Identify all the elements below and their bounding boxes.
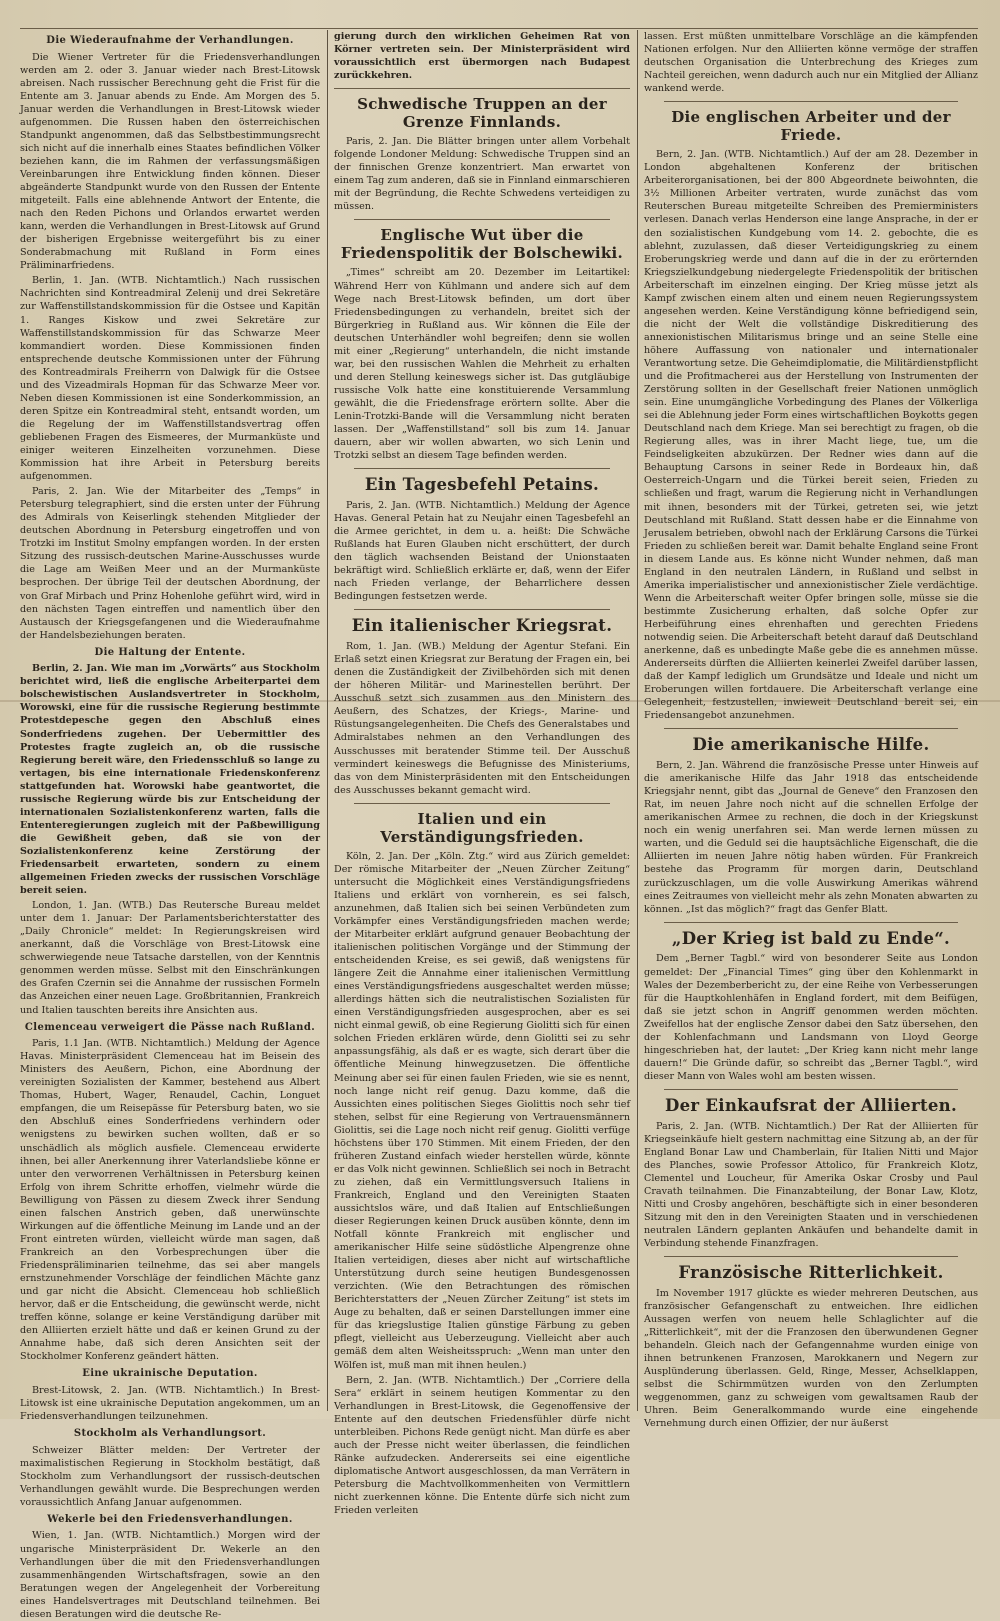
paragraph: Paris, 2. Jan. Die Blätter bringen unter allem Vorbehalt folgende Londoner Meldung: Schwedische Truppen sind an der finnischen Grenze konzentriert. Man erwartet von einem Tag zum anderen, daß sie in Finnland einmarschieren mit der Begründung, die Rechte Schwedens verteidigen zu müssen. xyxy=(334,136,630,213)
top-rule xyxy=(20,28,978,29)
paragraph: Brest-Litowsk, 2. Jan. (WTB. Nichtamtlich.) In Brest-Litowsk ist eine ukrainische Deputation angekommen, um an Friedensverhandlungen teilzunehmen. xyxy=(20,1384,320,1423)
paragraph: Bern, 2. Jan. (WTB. Nichtamtlich.) Auf der am 28. Dezember in London abgehaltenen Konferenz der britischen Arbeiterorganisationen, bei der 800 Abgeordnete beiwohnten, die 3½ Millionen Arbeiter vertraten, wurde zunächst das vom Reuterschen Bureau mitgeteilte Schreiben des Premierministers verlesen. Danach verlas Henderson eine lange Ansprache, in der er den sozialistischen Kundgebung vom 14. 2. gebochte, die es ablehnt, zuzulassen, daß dieser Verteidigungskrieg zu einem Eroberungskrieg werde und dann auf die in der zu erörternden Kriegszielkundgebung niedergelegte Friedenspolitik der britischen Arbeiterschaft im einzelnen einging. Der Krieg müsse jetzt als Kampf zwischen einem alten und einem neuen Regierungssystem angesehen werden. Keine Verständigung könne befriedigend sein, die nicht der Welt die vollständige Diskreditierung des annexionistischen Militarismus bringe und an seine Stelle eine höhere Auffassung von nationaler und internationaler Verantwortung setze. Die Geheimdiplomatie, die Militärdienstpflicht und die Profitmacherei aus der Herstellung von Instrumenten der Zerstörung sollten in der Gesellschaft freier Nationen unmöglich sein. Eine unumgängliche Vorbedingung des Planes der Völkerliga sei die Ablehnung jeder Form eines wirtschaftlichen Boykotts gegen Deutschland nach dem Kriege. Man sei berechtigt zu fragen, ob die Regierung alles, was in ihrer Macht liege, tue, um die Feindseligkeiten abzukürzen. Der Redner wies dann auf die Behauptung Carsons in seiner Rede in Bordeaux hin, daß Oesterreich-Ungarn und die Türkei bereit seien, Frieden zu schließen und fragt, warum die Regierung nicht in Verhandlungen mit ihnen, besonders mit der Türkei, getreten sei, wie jetzt Deutschland mit Rußland. Statt dessen habe er die Einnahme von Jerusalem betrieben, obwohl nach der Erklärung Carsons die Türkei Frieden zu schließen bereit war. Damit behalte England seine Front in diesem Lande aus. Es könne nicht Wunder nehmen, daß man England in den neutralen Ländern, in Rußland und selbst in Amerika imperialistischer und annexionistischer Ziele verdächtige. Wenn die Arbeiterschaft weiter Opfer bringen solle, müsse sie die bestimmte Zusicherung erhalten, daß solche Opfer zur Herbeiführung eines ehrenhaften und gerechten Friedens notwendig seien. Die Arbeiterschaft beteht darauf daß Deutschland anerkenne, daß es unbedingte Maße gebe die es annehmen müsse. Andererseits dürften die Alliierten keinerlei Zweifel darüber lassen, daß der Kampf lediglich um Grundsätze und Ideale und nicht um Eroberungen willen fortdauere. Die Arbeiterschaft verlange eine Gelegenheit, festzustellen, inwieweit Deutschland bereit sei, ein Friedensangebot anzunehmen. xyxy=(644,149,978,722)
headline: Italien und ein Verständigungsfrieden. xyxy=(380,809,584,846)
paragraph: Bern, 2. Jan. Während die französische Presse unter Hinweis auf die amerikanische Hilfe das Jahr 1918 das entscheidende Kriegsjahr nennt, gibt das „Journal de Geneve“ den Franzosen den Rat, im neuen Jahre noch nicht auf die schnellen Erfolge der amerikanischen Armee zu rechnen, die doch in der Kriegskunst noch ein wenig unerfahren sei. Man werde lernen müssen zu warten, und die Geduld sei die hauptsächliche Eigenschaft, die die Alliierten im neuen Jahre nötig haben würden. Für Frankreich bestehe das Programm für morgen darin, Deutschland zurückzuschlagen, um die volle Auswirkung Amerikas während eines Zeitraumes von vielleicht mehr als zehn Monaten abwarten zu können. „Ist das möglich?“ fragt das Genfer Blatt. xyxy=(644,760,978,915)
paragraph: „Times“ schreibt am 20. Dezember im Leitartikel: Während Herr von Kühlmann und andere sich auf dem Wege nach Brest-Litowsk befinden, um dort über Friedensbedingungen zu verhandeln, breitet sich der Bürgerkrieg in Rußland aus. Wir können die Eile der deutschen Unterhändler wohl begreifen; denn sie wollen mit einer „Regierung“ unterhandeln, die nicht imstande war, bei den russischen Wahlen die Mehrheit zu erhalten und deren Stellung keineswegs sicher ist. Das gutgläubige russische Volk hatte eine konstituierende Versammlung gewählt, die die Friedensfrage erörtern sollte. Aber die Lenin-Trotzki-Bande will die Versammlung nicht beraten lassen. Der „Waffenstillstand“ soll bis zum 14. Januar dauern, aber wir wollen abwarten, wo sich Lenin und Trotzki selbst an diesem Tage befinden werden. xyxy=(334,267,630,462)
divider xyxy=(664,101,958,102)
headline: Englische Wut über die Friedenspolitik der Bolschewiki. xyxy=(340,226,624,263)
paragraph: London, 1. Jan. (WTB.) Das Reutersche Bureau meldet unter dem 1. Januar: Der Parlamentsberichterstatter des „Daily Chronicle“ meldet: In Regierungskreisen wird anerkannt, daß die Vorschläge von Brest-Litowsk eine schwerwiegende neue Tatsache darstellen, von der Kenntnis genommen werden müsse. Selbst mit den Einschränkungen des Grafen Czernin sei die Annahme der russischen Formeln das Anzeichen einer neuen Lage. Großbritannien, Frankreich und Italien tauschten bereits ihre Ansichten aus. xyxy=(20,900,320,1016)
divider xyxy=(664,1089,958,1090)
paragraph: Berlin, 2. Jan. Wie man im „Vorwärts“ aus Stockholm berichtet wird, ließ die englische Arbeiterpartei dem bolschewistischen Auslandsvertreter in Stockholm, Worowski, eine für die russische Regierung bestimmte Protestdepesche gegen den Abschluß eines Sonderfriedens zugehen. Der Uebermittler des Protestes fragte zugleich an, ob die russische Regierung bereit wäre, den Friedensschluß so lange zu vertagen, bis eine internationale Friedenskonferenz stattgefunden hat. Worowski habe geantwortet, die russische Regierung würde bis zur Entscheidung der internationalen Sozialistenkonferenz warten, falls die Ententeregierungen zugleich mit der Paßbewilligung die Gewißheit geben, daß sie von der Sozialistenkonferenz keine Zerstörung der Friedensarbeit erwarteten, sondern zu einem allgemeinen Frieden zwecks der russischen Vorschläge bereit seien. xyxy=(20,663,320,897)
paragraph: Im November 1917 glückte es wieder mehreren Deutschen, aus französischer Gefangenschaft zu entweichen. Ihre eidlichen Aussagen werfen von neuem helle Schlaglichter auf die „Ritterlichkeit“, mit der die Franzosen den überwundenen Gegner behandeln. Gleich nach der Gefangennahme wurden einige von ihnen betrunkenen Franzosen, Marokkanern und Negern zur Ausplünderung überlassen. Geld, Ringe, Messer, Achselklappen, selbst die Schirmmützen wurden von den Zerlumpten weggenommen, ganz zu schweigen vom gewaltsamen Raub der Uhren. Beim Generalkommando wurde eine eingehende Vernehmung durch einen Offizier, der nur äußerst xyxy=(644,1287,978,1430)
divider xyxy=(334,88,630,89)
column-2 xyxy=(334,30,630,1517)
paragraph: Paris, 2. Jan. (WTB. Nichtamtlich.) Meldung der Agence Havas. General Petain hat zu Neujahr einen Tagesbefehl an die Armee gerichtet, in dem u. a. heißt: Die Schwäche Rußlands hat Euren Glauben nicht erschüttert, der durch den täglich wachsenden Beistand der Unionstaaten bekräftigt wird. Schließlich erklärte er, daß, wenn der Eifer nach Frieden verlange, der Beharrlichere dessen Bedingungen festsetzen werde. xyxy=(334,499,630,603)
subheading: Wekerle bei den Friedensverhandlungen. xyxy=(47,1513,293,1525)
paragraph: Die Wiener Vertreter für die Friedensverhandlungen werden am 2. oder 3. Januar wieder nach Brest-Litowsk abreisen. Nach russischer Berechnung geht die Frist für die Entente am 3. Januar abends zu Ende. Am Morgen des 5. Januar werden die Verhandlungen in Brest-Litowsk wieder aufgenommen. Die Russen haben den österreichischen Standpunkt angenommen, daß das Selbstbestimmungsrecht sich nicht auf die innerhalb eines Staates befindlichen Völker beziehen kann, die im Rahmen der verfassungsmäßigen Vereinbarungen ihre Entwicklung finden können. Dieser abgeänderte Standpunkt wurde von den Russen der Entente mitgeteilt. Falls eine ablehnende Antwort der Entente, die nach den Reden Pichons und Orlandos erwartet werden kann, werden die Verhandlungen in Brest-Litowsk auf Grund der bisherigen Ergebnisse weitergeführt bis zu einer Sonderabmachung mit Rußland in Form eines Präliminarfriedens. xyxy=(20,51,320,272)
headline: Die englischen Arbeiter und der Friede. xyxy=(671,108,951,145)
divider xyxy=(664,728,958,729)
paragraph: Berlin, 1. Jan. (WTB. Nichtamtlich.) Nach russischen Nachrichten sind Kontreadmiral Zelenij und drei Sekretäre zur Waffenstillstandskommission für die Ostsee und Kapitän 1. Ranges Kiskow und zwei Sekretäre zur Waffenstillstandskommission für das Schwarze Meer kommandiert worden. Diese Kommissionen finden entsprechende deutsche Kommissionen unter der Führung des Kontreadmirals Freiherrn von Dalwigk für die Ostsee und des Vizeadmirals Hopman für das Schwarze Meer vor. Neben diesen Kommissionen ist eine Sonderkommission, an deren Spitze ein Kontreadmiral steht, entsandt worden, um die Regelung der im Waffenstillstandsvertrag offen gebliebenen Fragen des Eismeeres, der Murmanküste und einiger weiteren Einzelheiten vorzunehmen. Diese Kommission hat ihre Arbeit in Petersburg bereits aufgenommen. xyxy=(20,275,320,483)
headline: Die amerikanische Hilfe. xyxy=(692,735,930,755)
paragraph: gierung durch den wirklichen Geheimen Rat von Körner vertreten sein. Der Ministerpräsident wird voraussichtlich erst übermorgen nach Budapest zurückkehren. xyxy=(334,31,630,82)
subheading: Stockholm als Verhandlungsort. xyxy=(73,1428,267,1440)
subheading: Eine ukrainische Deputation. xyxy=(82,1368,258,1380)
column-3 xyxy=(644,30,978,1430)
article-title: Die Wiederaufnahme der Verhandlungen. xyxy=(46,35,294,46)
paragraph: Paris, 2. Jan. Wie der Mitarbeiter des „Temps“ in Petersburg telegraphiert, sind die ersten unter der Führung des Admirals von Keiserlingk stehenden Mitglieder der deutschen Abordnung in Petersburg eingetroffen und von Trotzki im Institut Smolny empfangen worden. In der ersten Sitzung des russisch-deutschen Marine-Ausschusses wurde die Lage am Weißen Meer und an der Murmanküste besprochen. Der übrige Teil der deutschen Abordnung, der von Graf Mirbach und Prinz Hohenlohe geführt wird, wird in den nächsten Tagen eintreffen und namentlich über den Austausch der Kriegsgefangenen und die Wiederaufnahme der Handelsbeziehungen beraten. xyxy=(20,486,320,641)
paragraph: Dem „Berner Tagbl.“ wird von besonderer Seite aus London gemeldet: Der „Financial Times“ ging über den Kohlenmarkt in Wales der Dezemberbericht zu, der eine Reihe von Verbesserungen für die Hauptkohlenhäfen in England fordert, mit dem Beifügen, daß sie jetzt schon in Angriff genommen werden möchten. Zweifellos hat der englische Zensor dabei den Satz übersehen, den der Kohlenfachmann und Landsmann von Lloyd George hingeschrieben hat, der lautet: „Der Krieg kann nicht mehr lange dauern!“ Die Gründe dafür, so schreibt das „Berner Tagbl.“, wird dieser Mann von Wales wohl am besten wissen. xyxy=(644,953,978,1082)
divider xyxy=(664,922,958,923)
headline: Der Einkaufsrat der Alliierten. xyxy=(664,1095,958,1115)
paragraph: Bern, 2. Jan. (WTB. Nichtamtlich.) Der „Corriere della Sera“ erklärt in seinem heutigen Kommentar zu den Verhandlungen in Brest-Litowsk, die Gegenoffensive der Entente auf den deutschen Friedensfühler dürfe nicht unterbleiben. Pichons Rede genügt nicht. Man dürfe es aber auch der Presse nicht weiter überlassen, die feindlichen Ränke aufzudecken. Andererseits sei eine eigentliche diplomatische Antwort ausgeschlossen, da man Verrätern in Petersburg die Machtvollkommenheiten von Vermittlern nicht zuerkennen könne. Die Entente dürfe sich nicht zum Frieden verleiten xyxy=(334,1374,630,1517)
paragraph: lassen. Erst müßten unmittelbare Vorschläge an die kämpfenden Nationen erfolgen. Nur den Alliierten könne vermöge der straffen deutschen Organisation die Unterbrechung des Krieges zum Nachteil gereichen, wenn dadurch auch nur ein Mitglied der Allianz wankend werde. xyxy=(644,31,978,95)
paragraph: Wien, 1. Jan. (WTB. Nichtamtlich.) Morgen wird der ungarische Ministerpräsident Dr. Wekerle an den Verhandlungen über die mit den Friedensverhandlungen zusammenhängenden Wirtschaftsfragen, sowie an den Beratungen wegen der Angelegenheit der Vorbereitung eines Handelsvertrages mit Deutschland teilnehmen. Bei diesen Beratungen wird die deutsche Re- xyxy=(20,1530,320,1620)
divider xyxy=(354,468,610,469)
divider xyxy=(664,1256,958,1257)
headline: „Der Krieg ist bald zu Ende“. xyxy=(671,928,951,948)
headline: Ein Tagesbefehl Petains. xyxy=(364,475,600,495)
divider xyxy=(354,609,610,610)
subheading: Clemenceau verweigert die Pässe nach Rußland. xyxy=(24,1021,316,1033)
paragraph: Paris, 1.1 Jan. (WTB. Nichtamtlich.) Meldung der Agence Havas. Ministerpräsident Clemenceau hat im Beisein des Ministers des Aeußern, Pichon, eine Abordnung der vereinigten Sozialisten der Kammer, bestehend aus Albert Thomas, Hubert, Wager, Renaudel, Cachin, Longuet empfangen, die um Reisepässe für Petersburg baten, wo sie den Abschluß eines Sonderfriedens verhindern oder wenigstens zu bewirken suchen wollten, daß er so unschädlich als möglich ausfiele. Clemenceau erwiderte ihnen, bei aller Anerkennung ihrer Vaterlandsliebe könne er unter den verworrenen Verhältnissen in Petersburg keinen Erfolg von ihrem Schritte erhoffen, vielmehr würde die Bewilligung von Pässen zu diesem Zweck ihrer Sendung einen falschen Anstrich geben, daß unerwünschte Wirkungen auf die öffentliche Meinung im Lande und an der Front eintreten würden, vielleicht würde man sagen, daß Frankreich an den Vorbesprechungen über die Friedenspräliminarien teilnehme, das sei aber mangels ernstzunehmender Vorschläge der feindlichen Mächte ganz und gar nicht die Absicht. Clemenceau hob schließlich hervor, daß er die Entscheidung, die gewünscht werde, nicht treffen könne, solange er keine Verständigung darüber mit den Alliierten erzielt hätte und daß er keinen Grund zu der Annahme habe, daß sich deren Ansichten seit der Stockholmer Konferenz geändert hätten. xyxy=(20,1038,320,1363)
column-rule-2 xyxy=(637,30,638,1411)
column-1 xyxy=(20,30,320,1620)
paragraph: Paris, 2. Jan. (WTB. Nichtamtlich.) Der Rat der Alliierten für Kriegseinkäufe hielt gestern nachmittag eine Sitzung ab, an der für England Bonar Law und Chamberlain, für Italien Nitti und Major des Planches, sowie Professor Attolico, für Frankreich Klotz, Clementel und Loucheur, für Amerika Oskar Crosby und Paul Cravath teilnahmen. Die Finanzabteilung, der Bonar Law, Klotz, Nitti und Crosby angehören, beschäftigte sich in einer besonderen Sitzung mit den in den Vereinigten Staaten und in verschiedenen neutralen Ländern geplanten Ankäufen und behandelte damit in Verbindung stehende Finanzfragen. xyxy=(644,1120,978,1250)
headline: Ein italienischer Kriegsrat. xyxy=(351,616,613,636)
paragraph: Rom, 1. Jan. (WB.) Meldung der Agentur Stefani. Ein Erlaß setzt einen Kriegsrat zur Beratung der Fragen ein, bei denen die Zuständigkeit der Zivilbehörden sich mit denen der höheren Militär- und Marinestellen berührt. Der Ausschuß setzt sich zusammen aus den Ministern des Aeußern, des Schatzes, der Kriegs-, Marine- und Rüstungsangelegenheiten. Die Chefs des Generalstabes und Admiralstabes nehmen an den Verhandlungen des Ausschusses mit beratender Stimme teil. Der Ausschuß vermindert keineswegs die Befugnisse des Ministeriums, das von dem Ministerpräsidenten mit den Entscheidungen des Ausschusses bekannt gemacht wird. xyxy=(334,641,630,796)
column-rule-1 xyxy=(327,30,328,1411)
paragraph: Köln, 2. Jan. Der „Köln. Ztg.“ wird aus Zürich gemeldet: Der römische Mitarbeiter der „Neuen Zürcher Zeitung“ untersucht die Möglichkeit eines Verständigungsfriedens Italiens und erklärt von vornherein, es sei falsch, anzunehmen, daß Italien sich bei seinen Verbündeten zum Vorkämpfer eines Verständigungsfrieden machen werde; der Mitarbeiter erklärt aufgrund genauer Beobachtung der italienischen politischen Vorgänge und der Stimmung der entscheidenden Kreise, es sei gewiß, daß wenigstens für längere Zeit die Annahme einer italienischen Vermittlung eines Verständigungsfriedens ausgeschaltet werden müsse; allerdings hätten sich die neutralistischen Sozialisten für einen Verständigungsfrieden ausgesprochen, aber es sei nicht einmal gewiß, ob eine Regierung Giolitti sich für einen solchen Frieden erklären würde, denn Giolitti sei zu sehr anpassungsfähig, als daß er es wagte, sich derart über die öffentliche Meinung hinwegzusetzen. Die öffentliche Meinung aber sei für einen faulen Frieden, wie sie es nennt, noch lange nicht reif genug. Dazu komme, daß die Aussichten eines politischen Sieges Giolittis noch sehr tief stehen, selbst für eine Regierung von Vertrauensmännern Giolittis, sei die Lage noch nicht reif genug. Giolitti verfüge höchstens über 170 Stimmen. Mit einem Frieden, der den früheren Zustand einfach wieder herstellen würde, könnte er das Volk nicht gewinnen. Schließlich sei noch in Betracht zu ziehen, daß ein Vermittlungsversuch Italiens in Frankreich, England und den Vereinigten Staaten aussichtslos wäre, und daß Italien auf Entschließungen dieser Regierungen keinen Druck ausüben könnte, denn im Notfall könnte Frankreich mit englischer und amerikanischer Hilfe seine südöstliche Alpengrenze ohne Italien verteidigen, dieses aber nicht auf wirtschaftliche Unterstützung durch seine heutigen Bundesgenossen verzichten. (Wie den Betrachtungen des römischen Berichterstatters der „Neuen Zürcher Zeitung“ ist stets im Auge zu behalten, daß er seinen Darstellungen immer eine für das kriegslustige Italien günstige Färbung zu geben pflegt, vielleicht aus Ueberzeugung. Vielleicht aber auch gemäß dem alten Weisheitsspruch: „Wenn man unter den Wölfen ist, muß man mit ihnen heulen.) xyxy=(334,850,630,1371)
headline: Französische Ritterlichkeit. xyxy=(678,1263,944,1283)
paragraph: Schweizer Blätter melden: Der Vertreter der maximalistischen Regierung in Stockholm bestätigt, daß Stockholm zum Verhandlungsort der russisch-deutschen Verhandlungen gewählt wurde. Die Besprechungen werden voraussichtlich Anfang Januar aufgenommen. xyxy=(20,1444,320,1508)
divider xyxy=(354,803,610,804)
divider xyxy=(354,219,610,220)
headline: Schwedische Truppen an der Grenze Finnlands. xyxy=(357,95,607,132)
subheading: Die Haltung der Entente. xyxy=(94,646,246,658)
